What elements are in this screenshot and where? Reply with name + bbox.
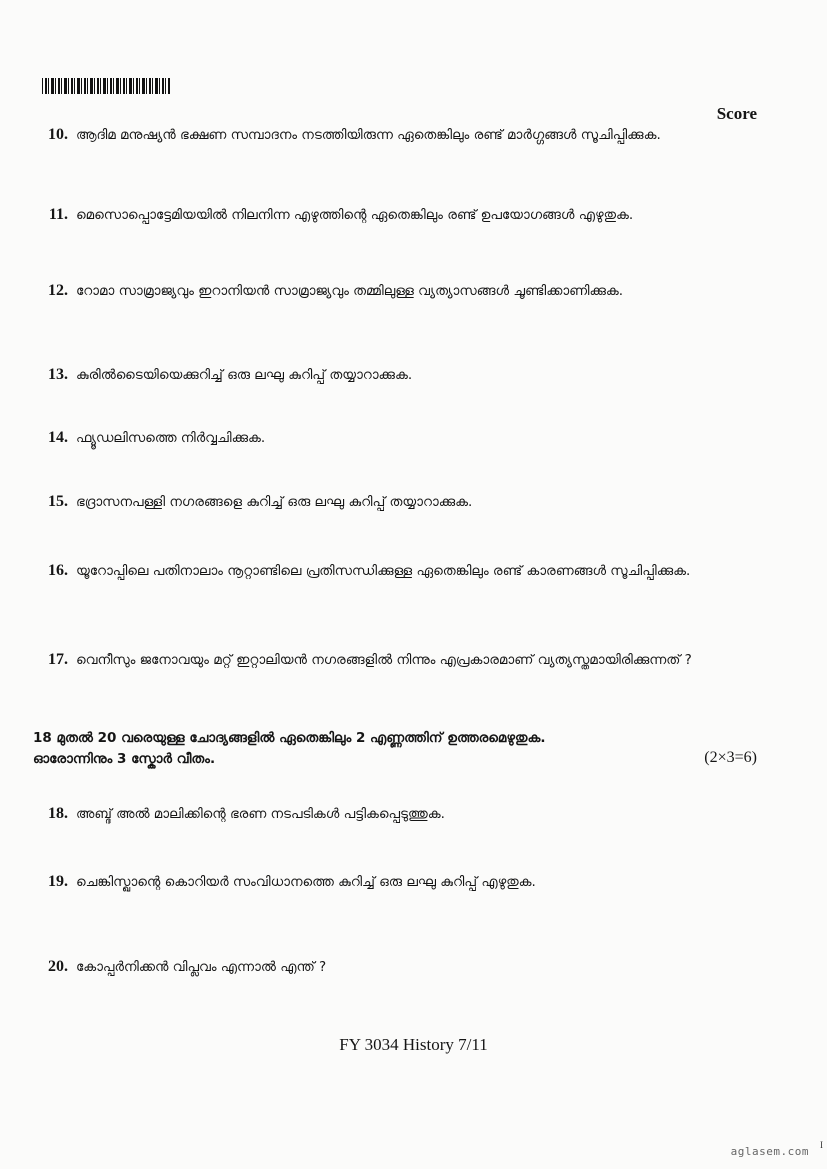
question-text: ഭദ്രാസനപള്ളി നഗരങ്ങളെ കുറിച്ച് ഒരു ലഘു കുറിപ്പ് തയ്യാറാക്കുക.: [76, 494, 473, 510]
question-number: 17.: [48, 651, 68, 668]
question-text: ചെങ്കിസ്ഖാന്റെ കൊറിയർ സംവിധാനത്തെ കുറിച്ച് ഒരു ലഘു കുറിപ്പ് എഴുതുക.: [76, 874, 536, 890]
question-text: കുരിൽടൈയിയെക്കുറിച്ച് ഒരു ലഘു കുറിപ്പ് തയ്യാറാക്കുക.: [76, 367, 413, 383]
instruction-line: ഓരോന്നിനും 3 സ്കോർ വീതം.: [33, 751, 216, 767]
question-item: [18, 803, 738, 825]
question-item: [18, 649, 738, 671]
question-number: 18.: [48, 805, 68, 822]
question-text: വെനീസും ജനോവയും മറ്റ് ഇറ്റാലിയൻ നഗരങ്ങളിൽ നിന്നും എപ്രകാരമാണ് വ്യത്യസ്തമായിരിക്കുന്നത് ?: [76, 652, 692, 668]
watermark: aglasem.com: [730, 1145, 809, 1158]
question-number: 11.: [48, 206, 68, 223]
question-text: ഫ്യൂഡലിസത്തെ നിർവ്വചിക്കുക.: [76, 430, 266, 446]
instruction-line: 18 മുതൽ 20 വരെയുള്ള ചോദ്യങ്ങളിൽ ഏതെങ്കിലും 2 എണ്ണത്തിന് ഉത്തരമെഴുതുക.: [33, 730, 546, 746]
question-item: [18, 364, 738, 386]
question-number: 13.: [48, 366, 68, 383]
question-text: കോപ്പർനിക്കൻ വിപ്ലവം എന്നാൽ എന്ത് ?: [76, 959, 327, 975]
question-text: ആദിമ മനുഷ്യൻ ഭക്ഷണ സമ്പാദനം നടത്തിയിരുന്ന ഏതെങ്കിലും രണ്ട് മാർഗ്ഗങ്ങൾ സൂചിപ്പിക്കുക.: [76, 127, 661, 143]
question-number: 16.: [48, 562, 68, 579]
question-text: മെസൊപ്പൊട്ടേമിയയിൽ നിലനിന്ന എഴുത്തിന്റെ ഏതെങ്കിലും രണ്ട് ഉപയോഗങ്ങൾ എഴുതുക.: [76, 207, 634, 223]
question-item: [18, 124, 738, 146]
question-number: 10.: [48, 126, 68, 143]
section-marks: (2×3=6): [704, 749, 757, 766]
question-item: [18, 956, 738, 978]
question-number: 12.: [48, 282, 68, 299]
section-instruction: [33, 728, 763, 770]
barcode: [42, 78, 170, 94]
question-text: അബ്ദ് അൽ മാലിക്കിന്റെ ഭരണ നടപടികൾ പട്ടികപ്പെടുത്തുക.: [76, 806, 445, 822]
question-item: [18, 560, 738, 582]
question-item: [18, 204, 738, 226]
question-number: 20.: [48, 958, 68, 975]
question-number: 14.: [48, 429, 68, 446]
question-item: [18, 280, 738, 302]
score-label: Score: [716, 104, 757, 123]
question-text: യൂറോപ്പിലെ പതിനാലാം നൂറ്റാണ്ടിലെ പ്രതിസന്ധിക്കുള്ള ഏതെങ്കിലും രണ്ട് കാരണങ്ങൾ സൂചിപ്പിക്കുക.: [76, 563, 691, 579]
question-number: 15.: [48, 493, 68, 510]
question-item: [18, 871, 738, 893]
question-item: [18, 427, 738, 449]
question-number: 19.: [48, 873, 68, 890]
question-text: റോമാ സാമ്രാജ്യവും ഇറാനിയൻ സാമ്രാജ്യവും തമ്മിലുള്ള വ്യത്യാസങ്ങൾ ചൂണ്ടിക്കാണിക്കുക.: [76, 283, 624, 299]
page-footer-code: FY 3034 History 7/11: [339, 1035, 488, 1054]
question-item: [18, 491, 738, 513]
page-mark: I: [820, 1140, 823, 1150]
